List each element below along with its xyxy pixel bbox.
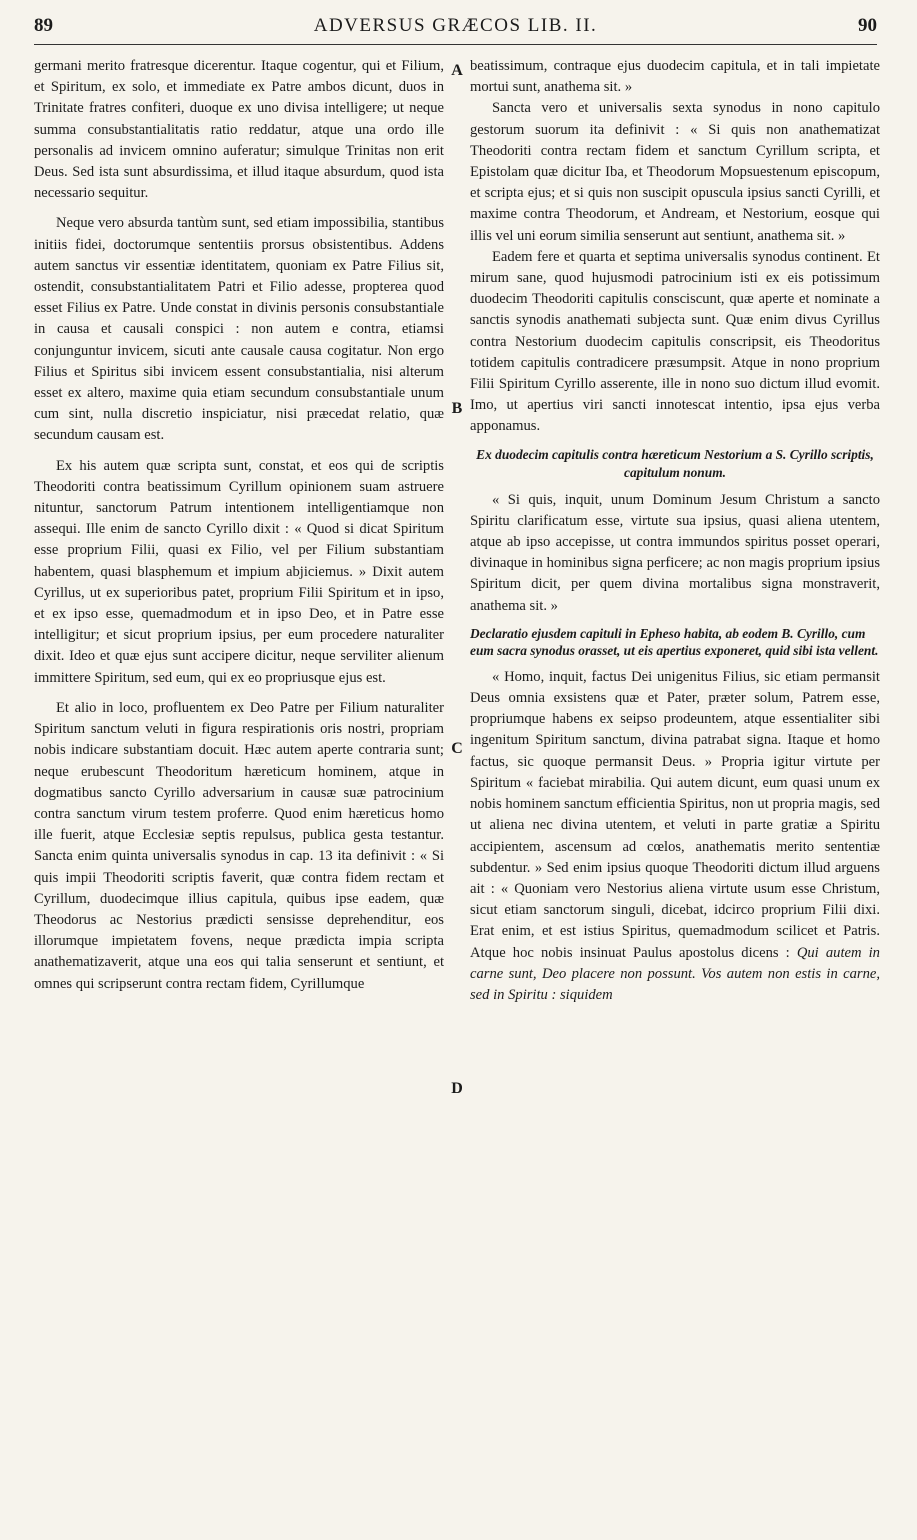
section-rubric: Ex duodecim capitulis contra hæreticum Nestorium a S. Cyrillo scriptis, capitulum nonum.: [476, 446, 874, 480]
paragraph: Eadem fere et quarta et septima universalis synodus continent. Et mirum sane, quod hujusmodi patrocinium isti ex eis potissimum duodecim Theodoriti capitulis consciscunt, quæ aperte et nominate a sanctis synodis anathemati subjecta sunt. Quæ enim divus Cyrillus contra Nestorium duodecim capitulis conscripsit, eis Theodoritus totidem capitulis contradicere præsumpsit. Atque in nono proprium Filii Spiritum Cyrillo asserente, ille in nono suo dictum illud evomit. Imo, ut apertius viri sancti innotescat intentio, ipsa ejus verba apponamus.: [470, 248, 880, 435]
margin-marker-b: B: [451, 400, 463, 417]
margin-marker-a: A: [451, 62, 463, 79]
paragraph: Neque vero absurda tantùm sunt, sed etiam impossibilia, stantibus initiis fidei, doctorumque sententiis prorsus obsistentibus. Addens autem sanctus vir essentiæ identitatem, quoniam ex Patre Filius sit, ostendit, consubstantialitatem Patri et Filio adesse, propterea quod esset Filius ex Patre. Unde constat in divinis personis consubstantiale in causa et causali conspici : non autem e contra, etiamsi conjunguntur invicem, sicuti ante causale causa cogitatur. Non ergo Filius et Spiritus sibi invicem essent consubstantialia, nisi alterum esset ex altero, maxime quia etiam secundum consubstantiale unum cum sint, nulla discretio inspiciatur, nisi præcedat relatio, quæ secundum causam est.: [34, 215, 444, 444]
left-column: [34, 56, 444, 995]
paragraph: [470, 667, 880, 1006]
paragraph: « Si quis, inquit, unum Dominum Jesum Christum a sancto Spiritu clarificatum esse, virtute sua ipsius, quasi aliena utentem, atque ab ipso accepisse, ut contra immundos spiritus posset operari, divinaque in hominibus signa perficere; ac non magis proprium ipsius Spiritum dicit, per quem divina mortalibus signa monstraverit, anathema sit. »: [470, 491, 880, 614]
paragraph: Sancta vero et universalis sexta synodus in nono capitulo gestorum suorum ita definivit : « Si quis non anathematizat Theodoriti contra rectam fidem et sanctum Cyrillum scripta, et Epistolam quæ dicitur Iba, et Theodorum Mopsuestenum episcopum, et scripta ejus; et si quis non suscipit opuscula ipsius sancti Cyrilli, et maxime contra Theodorum, et Andream, et Nestorium, eosque qui illis vel uni eorum similia senserunt aut sentiunt, anathema sit. »: [470, 100, 880, 244]
running-header: [34, 8, 877, 45]
paragraph: germani merito fratresque dicerentur. Itaque cogentur, qui et Filium, et Spiritum, ex solo, et immediate ex Patre ambos dicunt, duos in Trinitate fratres confiteri, duoque ex uno divisa intelligere; ut neque summa consubstantialitatis ratio reddatur, atque una ordo ille personalis ad invicem omnino auferatur; simulque Trinitas non erit Deus. Sed ista sunt absurdissima, et illud itaque absurdum, quod ista necessario sequitur.: [34, 58, 444, 202]
paragraph: Et alio in loco, profluentem ex Deo Patre per Filium naturaliter Spiritum sanctum veluti in figura respirationis oris nostri, propriam nobis indicare substantiam docuit. Hæc autem aperte contraria sunt; neque erubescunt Theodoritum hæreticum hominem, atque in dogmatibus sancto Cyrillo adversarium in causæ suæ patrocinium contra sanctum virum testem proferre. Quod enim hæreticus homo ille fuerit, atque Ecclesiæ septis repulsus, publica gesta testantur. Sancta enim quinta universalis synodus in cap. 13 ita definivit : « Si quis impii Theodoriti scriptis faverit, quæ contra fidem rectam et Cyrillum, duodecimque illius capitula, quibus ipse eadem, quæ Theodorus ac Nestorius prædicti sensisse deprehenditur, eos illorumque impietatem fovens, neque prædicta impia scripta anathematizaverit, atque una eos qui talia senserunt et sentiunt, et omnes qui scripserunt contra rectam fidem, Cyrillumque: [34, 699, 444, 992]
left-page-number: 89: [34, 15, 53, 36]
margin-marker-c: C: [451, 740, 463, 757]
right-column: [470, 56, 880, 1006]
running-title: ADVERSUS GRÆCOS LIB. II.: [313, 15, 598, 36]
scripture-quote: Qui autem in carne sunt, Deo placere non possunt. Vos autem non estis in carne, sed in Spiritu : siquidem: [470, 944, 880, 1003]
margin-marker-d: D: [451, 1080, 463, 1097]
right-page-number: 90: [858, 15, 877, 36]
paragraph: beatissimum, contraque ejus duodecim capitula, et in tali impietate mortui sunt, anathema sit. »: [470, 58, 880, 96]
paragraph: Ex his autem quæ scripta sunt, constat, et eos qui de scriptis Theodoriti contra beatissimum Cyrillum opinionem suam astruere nituntur, sanctorum Patrum intentionem intelligentiamque non assequi. Ille enim de sancto Cyrillo dixit : « Quod si dicat Spiritum esse proprium Filii, quasi ex Filio, vel per Filium substantiam habentem, quasi blasphemum et impium abjiciemus. » Dixit autem Cyrillus, ut ex superioribus patet, proprium Filii Spiritum et in ipso, et ex ipso esse, quemadmodum et in ipso Deo, et in Patre esse intelligitur; et sicut proprium ipsius, per eum procedere naturaliter dixit. Ideo et quæ ejus sunt accipere dicitur, neque serviliter alienum immittere Spiritum, sed eum, qui ex eo propriusque ejus est.: [34, 457, 444, 686]
paragraph-text: « Homo, inquit, factus Dei unigenitus Filius, sic etiam permansit Deus omnia exsistens quæ et Pater, præter solum, Patrem esse, propriumque habens ex seipso prodeuntem, atque essentialiter sibi ingenitum Spiritum sanctum, divina patrabat signa. Itaque et homo factus, sic quoque permansit Deus. » Propria igitur virtute per Spiritum « faciebat mirabilia. Qui autem dicunt, eum quasi unum ex nobis hominem sanctum efficientia Spiritus, non ut propria magis, sed ut aliena nec divina utentem, et veluti in parte gratiæ a Spiritu accipientem, ascensum ad cœlos, anathematis merito sententiæ subdentur. » Sed enim ipsius quoque Theodoriti dictum illud arguens ait : « Quoniam vero Nestorius aliena virtute usum esse Christum, sicut etiam sanctorum singuli, dicebat, idcirco proprium Filii dixi. Erat enim, et est istius Spiritus, quemadmodum scilicet et Patris. Atque hoc nobis insinuat Paulus apostolus dicens :: [470, 668, 880, 961]
section-rubric: Declaratio ejusdem capituli in Epheso habita, ab eodem B. Cyrillo, cum eum sacra synodus orasset, ut eis apertius exponeret, quid sibi ista vellent.: [470, 625, 879, 658]
